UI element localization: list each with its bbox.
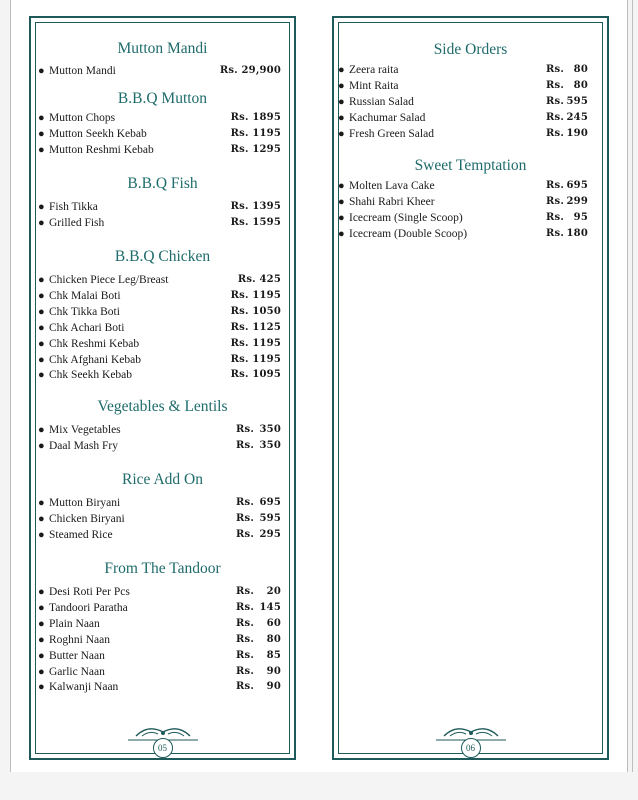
section-title: Mutton Mandi <box>117 40 208 57</box>
bullet-icon: ● <box>338 211 345 224</box>
section-title: B.B.Q Mutton <box>117 90 208 107</box>
currency-label: Rs. <box>236 665 255 677</box>
menu-item <box>38 664 281 680</box>
menu-item <box>338 210 588 226</box>
item-name: Molten Lava Cake <box>349 180 435 192</box>
bullet-icon: ● <box>38 633 45 646</box>
menu-item <box>38 495 281 511</box>
item-price <box>236 648 281 664</box>
price-amount: 80 <box>266 633 281 645</box>
bullet-icon: ● <box>338 195 345 208</box>
item-name: Kalwanji Naan <box>49 681 119 694</box>
menu-item <box>38 648 281 664</box>
bullet-icon: ● <box>38 65 45 77</box>
bullet-icon: ● <box>38 369 45 382</box>
price-amount: 695 <box>259 497 281 508</box>
item-price <box>546 178 588 194</box>
bullet-icon: ● <box>38 617 45 630</box>
item-price <box>546 94 588 110</box>
bullet-icon: ● <box>38 143 45 156</box>
menu-item <box>38 288 281 304</box>
menu-item <box>38 632 281 648</box>
item-name: Mutton Biryani <box>49 497 121 509</box>
item-price <box>236 584 281 600</box>
item-price <box>236 438 281 454</box>
price-amount: 695 <box>566 180 588 191</box>
item-price: Rs. 1595 <box>230 216 281 228</box>
price-amount: 90 <box>266 681 281 693</box>
bullet-icon: ● <box>38 439 45 452</box>
price-amount: 595 <box>566 95 588 107</box>
item-price <box>546 226 588 242</box>
price-amount: 350 <box>259 424 281 435</box>
item-name: Kachumar Salad <box>349 111 426 124</box>
next-page-edge <box>632 0 633 772</box>
bullet-icon: ● <box>38 528 45 541</box>
currency-label: Rs. <box>236 439 255 451</box>
bullet-icon: ● <box>38 601 45 614</box>
bullet-icon: ● <box>38 681 45 694</box>
menu-item <box>38 63 281 79</box>
price-amount: 20 <box>266 586 281 597</box>
item-name: Garlic Naan <box>49 665 105 678</box>
menu-item <box>338 62 588 78</box>
bullet-icon: ● <box>38 586 45 598</box>
item-name: Chk Achari Boti <box>49 321 125 334</box>
item-price: Rs. 1050 <box>230 305 281 317</box>
item-price <box>546 62 588 78</box>
bullet-icon: ● <box>338 111 345 124</box>
menu-item <box>338 94 588 110</box>
currency-label: Rs. <box>546 127 565 139</box>
item-price: Rs. 1195 <box>230 127 281 139</box>
item-name: Mix Vegetables <box>49 424 121 436</box>
bullet-icon: ● <box>338 64 345 76</box>
currency-label: Rs. <box>546 180 565 191</box>
page-number: 06 <box>461 738 481 758</box>
item-name: Icecream (Single Scoop) <box>349 211 463 224</box>
bullet-icon: ● <box>38 424 45 436</box>
item-name: Mutton Chops <box>49 112 116 124</box>
item-name: Chk Tikka Boti <box>49 305 120 318</box>
price-amount: 180 <box>566 227 588 239</box>
menu-item <box>38 616 281 632</box>
currency-label: Rs. <box>236 497 255 508</box>
item-name: Tandoori Paratha <box>49 601 128 614</box>
bullet-icon: ● <box>338 180 345 192</box>
currency-label: Rs. <box>236 681 255 693</box>
bullet-icon: ● <box>38 289 45 302</box>
section-title: Side Orders <box>433 41 508 58</box>
menu-item <box>338 110 588 126</box>
item-name: Grilled Fish <box>49 216 105 229</box>
item-price: Rs. 29,900 <box>219 65 281 76</box>
section-title: Vegetables & Lentils <box>97 398 228 415</box>
item-price <box>546 78 588 94</box>
item-price: Rs. 1125 <box>230 321 281 333</box>
menu-item <box>38 304 281 320</box>
currency-label: Rs. <box>546 211 565 223</box>
menu-item <box>38 584 281 600</box>
item-name: Roghni Naan <box>49 633 111 646</box>
section-title: Sweet Temptation <box>414 157 527 174</box>
section-title: B.B.Q Fish <box>127 175 198 192</box>
item-price <box>546 126 588 142</box>
price-amount: 90 <box>266 665 281 677</box>
bullet-icon: ● <box>338 127 345 140</box>
currency-label: Rs. <box>236 633 255 645</box>
menu-item <box>38 422 281 438</box>
menu-item <box>338 78 588 94</box>
item-price: Rs. 1195 <box>230 337 281 349</box>
currency-label: Rs. <box>236 528 255 540</box>
bullet-icon: ● <box>38 112 45 124</box>
price-amount: 299 <box>566 195 588 207</box>
menu-item <box>38 142 281 158</box>
price-amount: 350 <box>259 439 281 451</box>
menu-item <box>38 336 281 352</box>
bullet-icon: ● <box>38 665 45 678</box>
bullet-icon: ● <box>38 649 45 662</box>
item-price <box>546 194 588 210</box>
menu-item <box>38 320 281 336</box>
currency-label: Rs. <box>546 79 565 91</box>
item-name: Chk Afghani Kebab <box>49 353 141 366</box>
menu-item <box>338 194 588 210</box>
price-amount: 85 <box>266 649 281 661</box>
item-name: Plain Naan <box>49 617 100 630</box>
price-amount: 80 <box>573 79 588 91</box>
menu-item <box>38 215 281 231</box>
item-name: Daal Mash Fry <box>49 439 118 452</box>
currency-label: Rs. <box>546 64 565 75</box>
item-name: Chicken Piece Leg/Breast <box>49 274 169 286</box>
bullet-icon: ● <box>338 227 345 240</box>
menu-item <box>38 199 281 215</box>
menu-page-left <box>10 0 315 772</box>
item-price <box>236 632 281 648</box>
menu-item <box>38 600 281 616</box>
item-price <box>236 527 281 543</box>
currency-label: Rs. <box>546 227 565 239</box>
item-name: Steamed Rice <box>49 528 113 541</box>
item-price: Rs. 1195 <box>230 353 281 365</box>
item-name: Chk Seekh Kebab <box>49 369 133 382</box>
item-price <box>236 422 281 438</box>
item-name: Mutton Reshmi Kebab <box>49 143 154 156</box>
item-price: Rs. 1195 <box>230 289 281 301</box>
price-amount: 80 <box>573 64 588 75</box>
menu-item <box>338 126 588 142</box>
currency-label: Rs. <box>236 617 255 629</box>
bullet-icon: ● <box>338 95 345 108</box>
currency-label: Rs. <box>236 512 255 524</box>
item-price <box>236 511 281 527</box>
price-amount: 60 <box>266 617 281 629</box>
item-price <box>546 110 588 126</box>
item-price: Rs. 1295 <box>230 143 281 155</box>
price-amount: 295 <box>259 528 281 540</box>
item-price <box>546 210 588 226</box>
bullet-icon: ● <box>38 353 45 366</box>
item-price <box>236 664 281 680</box>
item-name: Shahi Rabri Kheer <box>349 195 435 208</box>
item-price <box>236 616 281 632</box>
item-price: Rs. 425 <box>237 274 281 285</box>
menu-item <box>38 679 281 695</box>
menu-item <box>38 511 281 527</box>
item-name: Fish Tikka <box>49 201 98 213</box>
item-price: Rs. 1395 <box>230 201 281 212</box>
item-name: Chk Reshmi Kebab <box>49 337 140 350</box>
bullet-icon: ● <box>38 216 45 229</box>
currency-label: Rs. <box>546 95 565 107</box>
menu-item <box>38 438 281 454</box>
currency-label: Rs. <box>236 649 255 661</box>
item-price <box>236 679 281 695</box>
item-name: Fresh Green Salad <box>349 127 434 140</box>
price-amount: 595 <box>259 512 281 524</box>
item-name: Icecream (Double Scoop) <box>349 227 468 240</box>
menu-item <box>38 367 281 383</box>
price-amount: 245 <box>566 111 588 123</box>
bullet-icon: ● <box>38 201 45 213</box>
item-name: Zeera raita <box>349 64 399 76</box>
bullet-icon: ● <box>38 337 45 350</box>
bullet-icon: ● <box>38 274 45 286</box>
item-name: Butter Naan <box>49 649 105 662</box>
item-name: Mutton Seekh Kebab <box>49 127 147 140</box>
item-price: Rs. 1895 <box>230 112 281 123</box>
menu-item <box>38 527 281 543</box>
item-name: Desi Roti Per Pcs <box>49 586 130 598</box>
currency-label: Rs. <box>546 195 565 207</box>
item-name: Mutton Mandi <box>49 65 116 77</box>
item-price <box>236 495 281 511</box>
section-title: From The Tandoor <box>104 560 221 577</box>
bullet-icon: ● <box>38 512 45 525</box>
bullet-icon: ● <box>38 321 45 334</box>
menu-item <box>338 226 588 242</box>
menu-item <box>338 178 588 194</box>
currency-label: Rs. <box>236 601 255 613</box>
item-price <box>236 600 281 616</box>
currency-label: Rs. <box>236 586 255 597</box>
price-amount: 95 <box>573 211 588 223</box>
price-amount: 190 <box>566 127 588 139</box>
currency-label: Rs. <box>546 111 565 123</box>
page-number: 05 <box>153 738 173 758</box>
section-title: Rice Add On <box>122 471 203 488</box>
bullet-icon: ● <box>38 127 45 140</box>
item-name: Mint Raita <box>349 79 399 92</box>
item-name: Russian Salad <box>349 95 414 108</box>
item-name: Chicken Biryani <box>49 512 125 525</box>
item-name: Chk Malai Boti <box>49 289 121 302</box>
menu-item <box>38 110 281 126</box>
menu-item <box>38 126 281 142</box>
background-strip <box>0 772 638 800</box>
bullet-icon: ● <box>38 497 45 509</box>
bullet-icon: ● <box>338 79 345 92</box>
menu-item <box>38 352 281 368</box>
item-price: Rs. 1095 <box>230 369 281 381</box>
currency-label: Rs. <box>236 424 255 435</box>
menu-page-right <box>314 0 628 772</box>
bullet-icon: ● <box>38 305 45 318</box>
price-amount: 145 <box>259 601 281 613</box>
menu-item <box>38 272 281 288</box>
section-title: B.B.Q Chicken <box>114 248 211 265</box>
